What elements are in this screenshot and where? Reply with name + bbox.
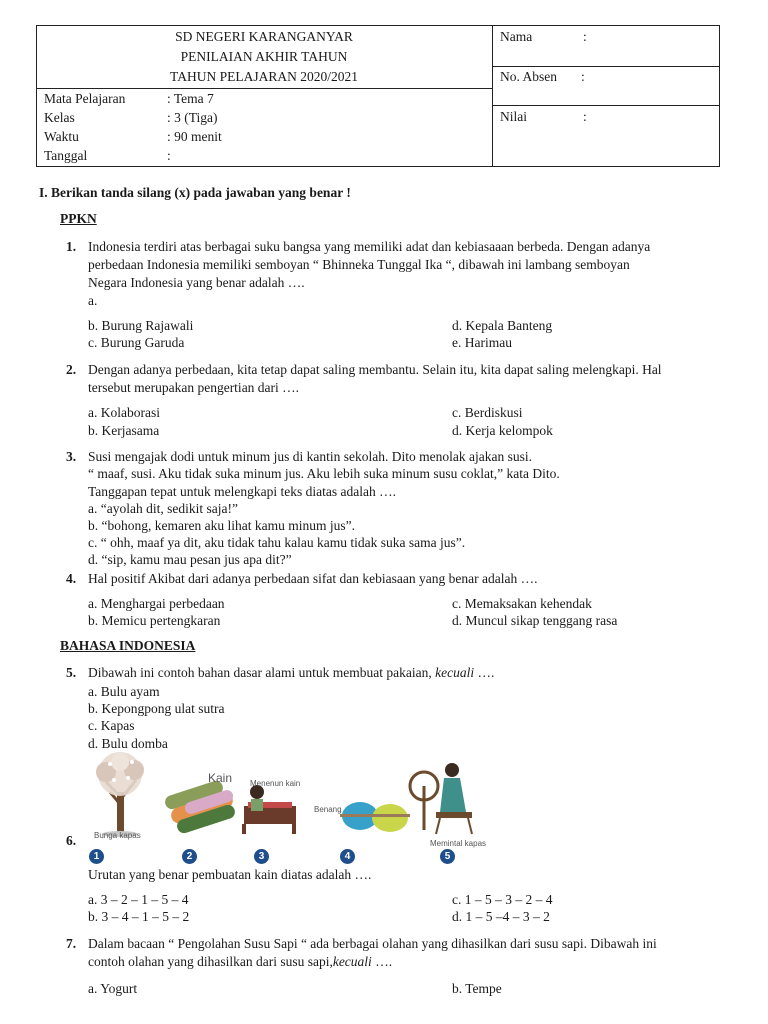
option-e[interactable]: e. Harimau bbox=[452, 335, 512, 350]
option-a[interactable]: a. Yogurt bbox=[88, 981, 138, 996]
question-number: 1. bbox=[66, 239, 77, 254]
caption-cotton-flower: Bunga kapas bbox=[94, 831, 141, 840]
option-b[interactable]: b. “bohong, kemaren aku lihat kamu minum jus”. bbox=[88, 518, 355, 533]
question-text-line: tersebut merupakan pengertian dari …. bbox=[88, 380, 300, 395]
option-d[interactable]: d. Kerja kelompok bbox=[452, 423, 553, 438]
question-number: 6. bbox=[66, 833, 77, 848]
header-absen-divider bbox=[492, 105, 719, 106]
option-b[interactable]: b. 3 – 4 – 1 – 5 – 2 bbox=[88, 909, 190, 924]
option-b[interactable]: b. Kepongpong ulat sutra bbox=[88, 701, 225, 716]
thread-spools-icon bbox=[340, 802, 410, 832]
label-no-absen: No. Absen bbox=[500, 69, 557, 84]
label-mata-pelajaran: Mata Pelajaran bbox=[44, 91, 126, 106]
option-d[interactable]: d. Kepala Banteng bbox=[452, 318, 553, 333]
school-year: TAHUN PELAJARAN 2020/2021 bbox=[170, 69, 358, 84]
question-text-line: Negara Indonesia yang benar adalah …. bbox=[88, 275, 305, 290]
option-c[interactable]: c. Memaksakan kehendak bbox=[452, 596, 592, 611]
label-nilai: Nilai bbox=[500, 109, 527, 124]
option-a[interactable]: a. Menghargai perbedaan bbox=[88, 596, 225, 611]
question-text-line: Susi mengajak dodi untuk minum jus di kantin sekolah. Dito menolak ajakan susi. bbox=[88, 449, 532, 464]
cloth-process-illustration bbox=[84, 752, 487, 848]
value-waktu: : 90 menit bbox=[167, 129, 222, 144]
step-badge-2: 2 bbox=[182, 849, 197, 864]
instruction: I. Berikan tanda silang (x) pada jawaban yang benar ! bbox=[39, 185, 351, 200]
question-text-main: Dibawah ini contoh bahan dasar alami untuk membuat pakaian, bbox=[88, 665, 432, 680]
question-text: Urutan yang benar pembuatan kain diatas adalah …. bbox=[88, 867, 372, 882]
question-text-line: perbedaan Indonesia memiliki semboyan “ Bhinneka Tunggal Ika “, dibawah ini lambang semboyan bbox=[88, 257, 630, 272]
question-text-line: Indonesia terdiri atas berbagai suku bangsa yang memiliki adat dan kebiasaaan berbeda. Dengan adanya bbox=[88, 239, 651, 254]
option-b[interactable]: b. Burung Rajawali bbox=[88, 318, 194, 333]
option-a[interactable]: a. Kolaborasi bbox=[88, 405, 160, 420]
option-d[interactable]: d. Bulu domba bbox=[88, 736, 168, 751]
option-a[interactable]: a. Bulu ayam bbox=[88, 684, 160, 699]
option-d[interactable]: d. Muncul sikap tenggang rasa bbox=[452, 613, 618, 628]
cotton-tree-icon bbox=[96, 752, 144, 837]
value-tanggal: : bbox=[167, 148, 171, 163]
question-text-line bbox=[88, 954, 392, 970]
question-text-line: Hal positif Akibat dari adanya perbedaan sifat dan kebiasaan yang benar adalah …. bbox=[88, 571, 538, 586]
option-d[interactable]: d. “sip, kamu mau pesan jus apa dit?” bbox=[88, 552, 292, 567]
question-text-line: Tanggapan tepat untuk melengkapi teks diatas adalah …. bbox=[88, 484, 396, 499]
step-badge-1: 1 bbox=[89, 849, 104, 864]
caption-thread: Benang bbox=[314, 805, 342, 814]
value-no-absen: : bbox=[581, 69, 585, 84]
header-divider bbox=[492, 25, 493, 166]
weaving-person-icon bbox=[242, 785, 296, 834]
step-badge-3: 3 bbox=[254, 849, 269, 864]
question-text bbox=[88, 665, 494, 681]
option-a[interactable]: a. bbox=[88, 293, 98, 308]
caption-weaving: Menenun kain bbox=[250, 779, 301, 788]
value-nilai: : bbox=[583, 109, 587, 124]
step-badge-5: 5 bbox=[440, 849, 455, 864]
section-ppkn: PPKN bbox=[60, 211, 97, 226]
option-d[interactable]: d. 1 – 5 –4 – 3 – 2 bbox=[452, 909, 550, 924]
option-a[interactable]: a. 3 – 2 – 1 – 5 – 4 bbox=[88, 892, 189, 907]
label-nama: Nama bbox=[500, 29, 533, 44]
question-number: 5. bbox=[66, 665, 77, 680]
option-c[interactable]: c. Burung Garuda bbox=[88, 335, 185, 350]
caption-spinning: Memintal kapas bbox=[430, 839, 487, 848]
question-text-tail: …. bbox=[371, 954, 393, 969]
question-text-line: Dengan adanya perbedaan, kita tetap dapat saling membantu. Selain itu, kita dapat saling melengkapi. Hal bbox=[88, 362, 662, 377]
option-b[interactable]: b. Kerjasama bbox=[88, 423, 160, 438]
value-mata-pelajaran: : Tema 7 bbox=[167, 91, 214, 106]
step-badge-4: 4 bbox=[340, 849, 355, 864]
school-name: SD NEGERI KARANGANYAR bbox=[175, 29, 353, 44]
header-title-divider bbox=[36, 88, 492, 89]
question-text-main: contoh olahan yang dihasilkan dari susu sapi, bbox=[88, 954, 333, 969]
option-c[interactable]: c. 1 – 5 – 3 – 2 – 4 bbox=[452, 892, 553, 907]
question-text-italic: kecuali bbox=[435, 665, 475, 680]
spinning-person-icon bbox=[410, 763, 472, 834]
option-c[interactable]: c. Kapas bbox=[88, 718, 135, 733]
option-a[interactable]: a. “ayolah dit, sedikit saja!” bbox=[88, 501, 238, 516]
caption-cloth: Kain bbox=[208, 771, 233, 785]
label-tanggal: Tanggal bbox=[44, 148, 88, 163]
option-b[interactable]: b. Tempe bbox=[452, 981, 502, 996]
question-number: 3. bbox=[66, 449, 77, 464]
question-text-line: Dalam bacaan “ Pengolahan Susu Sapi “ ada berbagai olahan yang dihasilkan dari susu sapi. Dibawah ini bbox=[88, 936, 657, 951]
question-number: 4. bbox=[66, 571, 77, 586]
option-c[interactable]: c. Berdiskusi bbox=[452, 405, 523, 420]
value-nama: : bbox=[583, 29, 587, 44]
value-kelas: : 3 (Tiga) bbox=[167, 110, 218, 125]
header-nama-divider bbox=[492, 66, 719, 67]
question-number: 2. bbox=[66, 362, 77, 377]
option-b[interactable]: b. Memicu pertengkaran bbox=[88, 613, 221, 628]
question-text-tail: …. bbox=[474, 665, 495, 680]
option-c[interactable]: c. “ ohh, maaf ya dit, aku tidak tahu kalau kamu tidak suka sama jus”. bbox=[88, 535, 466, 550]
question-number: 7. bbox=[66, 936, 77, 951]
label-kelas: Kelas bbox=[44, 110, 75, 125]
exam-title: PENILAIAN AKHIR TAHUN bbox=[180, 49, 348, 64]
label-waktu: Waktu bbox=[44, 129, 79, 144]
section-bahasa-indonesia: BAHASA INDONESIA bbox=[60, 638, 196, 653]
header-border bbox=[36, 25, 720, 167]
cloth-rolls-icon bbox=[163, 779, 236, 835]
question-text-line: “ maaf, susi. Aku tidak suka minum jus. Aku lebih suka minum susu coklat,” kata Dito. bbox=[88, 466, 560, 481]
question-text-italic: kecuali bbox=[332, 954, 372, 969]
